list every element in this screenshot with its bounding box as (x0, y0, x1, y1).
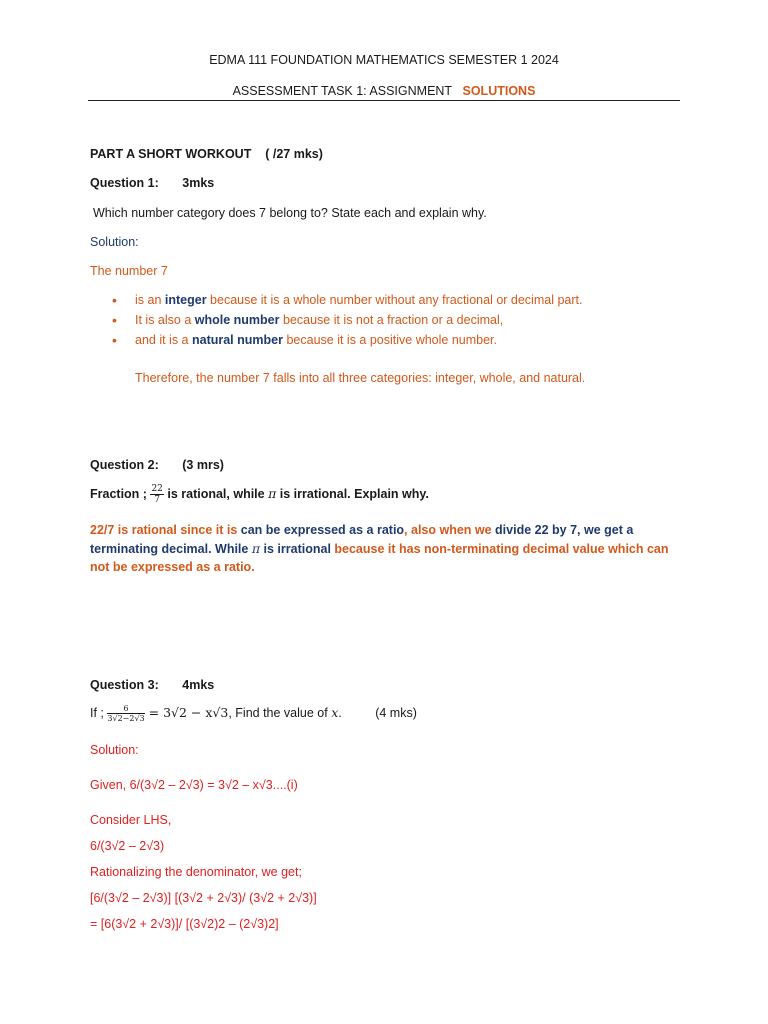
solutions-label: SOLUTIONS (462, 84, 536, 98)
q1-intro: The number 7 (90, 264, 168, 278)
part-a-marks: ( /27 mks) (265, 147, 323, 161)
q3-prompt: If ; $\frac{6}{3√2-2√3}$ = 3√2 − x√3, Find the value of x. (4 mks) (90, 704, 417, 723)
q2-heading (90, 458, 224, 472)
fraction-22-over-7: $\frac{22}{7}$ (151, 484, 163, 505)
q3-line-result: = [6(3√2 + 2√3)]/ [(3√2)2 – (2√3)2] (90, 917, 279, 931)
q2-marks: (3 mrs) (182, 458, 224, 472)
q3-line-consider: Consider LHS, (90, 813, 172, 827)
course-title: EDMA 111 FOUNDATION MATHEMATICS SEMESTER 1 2024 (209, 53, 559, 67)
assignment-title (0, 84, 768, 98)
q3-prompt-marks: (4 mks) (375, 705, 417, 720)
fraction-6-over-radicals: $\frac{6}{3√2-2√3}$ (107, 704, 145, 723)
q2-label: Question 2: (90, 458, 159, 472)
pi-symbol: π (268, 485, 277, 501)
q1-solution-label: Solution: (90, 235, 139, 249)
list-item: • is an integer because it is a whole number without any fractional or decimal part. (112, 292, 582, 312)
q1-label: Question 1: (90, 176, 159, 190)
q2-answer: 22/7 is rational since it is can be expressed as a ratio, also when we divide 22 by 7, we get a terminating decimal. While π is irrational because it has non-terminating decimal value which can not be expressed as a ratio. (90, 523, 669, 574)
q2-prompt: Fraction ; $\frac{22}{7}$ is rational, while π is irrational. Explain why. (90, 484, 429, 505)
task-label: ASSESSMENT TASK 1: ASSIGNMENT (232, 84, 453, 98)
q3-marks: 4mks (182, 678, 215, 692)
q3-label: Question 3: (90, 678, 159, 692)
list-item: • and it is a natural number because it is a positive whole number. (112, 332, 582, 352)
equation-rhs: = 3√2 − x√3 (144, 704, 229, 720)
part-a-title: PART A SHORT WORKOUT (90, 147, 252, 161)
q3-line-given: Given, 6/(3√2 – 2√3) = 3√2 – x√3....(i) (90, 778, 298, 792)
q3-solution-label: Solution: (90, 743, 139, 757)
q1-heading (90, 176, 214, 190)
q3-line-rationalize: Rationalizing the denominator, we get; (90, 865, 302, 879)
q3-line-multiply: [6/(3√2 – 2√3)] [(3√2 + 2√3)/ (3√2 + 2√3)] (90, 891, 317, 905)
part-a-heading (90, 147, 323, 161)
q1-bullet-list (112, 292, 582, 352)
term-integer: integer (164, 293, 207, 307)
term-natural-number: natural number (191, 333, 283, 347)
header-divider (88, 100, 680, 101)
q1-marks: 3mks (182, 176, 215, 190)
term-whole-number: whole number (194, 313, 280, 327)
q1-prompt: Which number category does 7 belong to? State each and explain why. (93, 206, 487, 220)
q3-line-lhs: 6/(3√2 – 2√3) (90, 839, 165, 853)
q3-heading (90, 678, 214, 692)
variable-x: x (331, 704, 339, 720)
q1-conclusion: Therefore, the number 7 falls into all three categories: integer, whole, and natural. (135, 371, 586, 385)
list-item: • It is also a whole number because it is not a fraction or a decimal, (112, 312, 582, 332)
